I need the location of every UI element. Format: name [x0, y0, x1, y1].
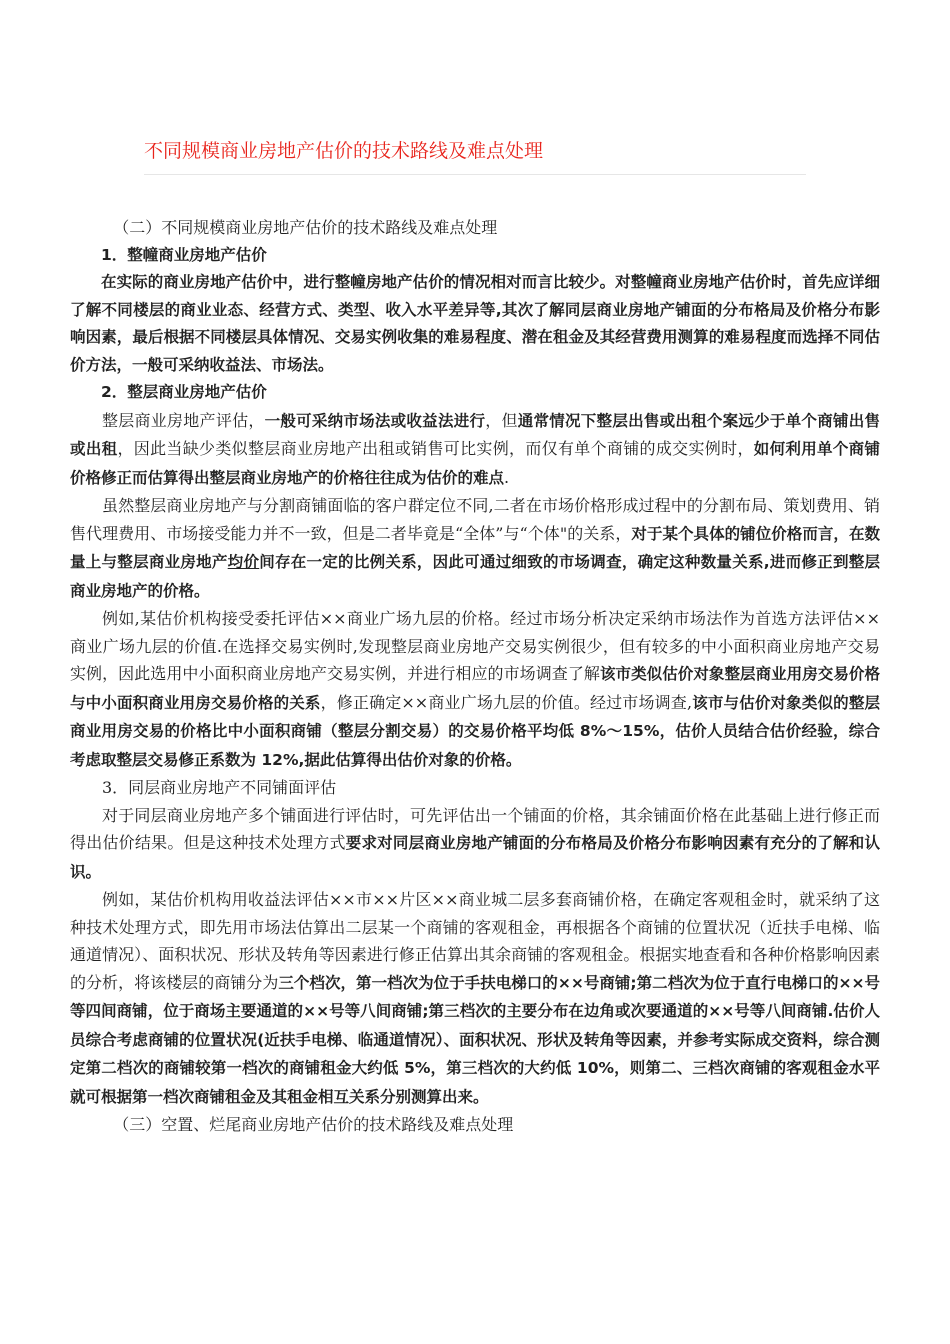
- paragraph-5: 对于同层商业房地产多个铺面进行评估时，可先评估出一个铺面的价格，其余铺面价格在此基础上进行修正而得出估价结果。但是这种技术处理方式要求对同层商业房地产铺面的分布格局及价格分布影响因素有充分的了解和认识。: [70, 805, 880, 881]
- paragraph-6: 例如，某估价机构用收益法评估××市××片区××商业城二层多套商铺价格，在确定客观租金时，就采纳了这种技术处理方式，即先用市场法估算出二层某一个商铺的客观租金，再根据各个商铺的位置状况（近扶手电梯、临通道情况）、面积状况、形状及转角等因素进行修正估算出其余商铺的客观租金。根据实地查看和各种价格影响因素的分析，将该楼层的商铺分为三个档次，第一档次为位于手扶电梯口的××号商铺;第二档次为位于直行电梯口的××号等四间商铺，位于商场主要通道的××号等八间商铺;第三档次的主要分布在边角或次要通道的××号等八间商铺.估价人员综合考虑商铺的位置状况(近扶手电梯、临通道情况）、面积状况、形状及转角等因素，并参考实际成交资料，综合测定第二档次的商铺较第一档次的商铺租金大约低 5%，第三档次的大约低 10%，则第二、三档次商铺的客观租金水平就可根据第一档次商铺租金及其租金相互关系分别测算出来。: [70, 890, 880, 1106]
- title-divider: [144, 174, 806, 175]
- subsection-heading-2: 2．整层商业房地产估价: [101, 383, 267, 401]
- paragraph-1: 在实际的商业房地产估价中，进行整幢房地产估价的情况相对而言比较少。对整幢商业房地产估价时，首先应详细了解不同楼层的商业业态、经营方式、类型、收入水平差异等,其次了解同层商业房地产铺面的分布格局及价格分布影响因素，最后根据不同楼层具体情况、交易实例收集的难易程度、潜在租金及其经营费用测算的难易程度而选择不同估价方法，一般可采纳收益法、市场法。: [70, 273, 880, 374]
- section-heading-2: （二）不同规模商业房地产估价的技术路线及难点处理: [113, 218, 498, 237]
- paragraph-3: 虽然整层商业房地产与分割商铺面临的客户群定位不同,二者在市场价格形成过程中的分割布局、策划费用、销售代理费用、市场接受能力并不一致，但是二者毕竟是“全体”与“个体"的关系，对于某个具体的铺位价格而言，在数量上与整层商业房地产均价间存在一定的比例关系，因此可通过细致的市场调查，确定这种数量关系,进而修正到整层商业房地产的价格。: [70, 496, 880, 600]
- paragraph-2: 整层商业房地产评估，一般可采纳市场法或收益法进行，但通常情况下整层出售或出租个案远少于单个商铺出售或出租，因此当缺少类似整层商业房地产出租或销售可比实例，而仅有单个商铺的成交实例时，如何利用单个商铺价格修正而估算得出整层商业房地产的价格往往成为估价的难点.: [70, 410, 880, 487]
- subsection-heading-1: 1．整幢商业房地产估价: [101, 245, 267, 264]
- article-body: [70, 214, 880, 1139]
- paragraph-4: 例如,某估价机构接受委托评估××商业广场九层的价格。经过市场分析决定采纳市场法作为首选方法评估××商业广场九层的价值.在选择交易实例时,发现整层商业房地产交易实例很少，但有较多的中小面积商业房地产交易实例，因此选用中小面积商业房地产交易实例，并进行相应的市场调查了解该市类似估价对象整层商业用房交易价格与中小面积商业用房交易价格的关系，修正确定××商业广场九层的价值。经过市场调查,该市与估价对象类似的整层商业用房交易的价格比中小面积商铺（整层分割交易）的交易价格平均低 8%～15%，估价人员结合估价经验，综合考虑取整层交易修正系数为 12%,据此估算得出估价对象的价格。: [70, 609, 880, 769]
- section-heading-3: （三）空置、烂尾商业房地产估价的技术路线及难点处理: [113, 1115, 514, 1134]
- page-title: 不同规模商业房地产估价的技术路线及难点处理: [144, 140, 544, 162]
- subsection-heading-3: 3．同层商业房地产不同铺面评估: [102, 778, 337, 797]
